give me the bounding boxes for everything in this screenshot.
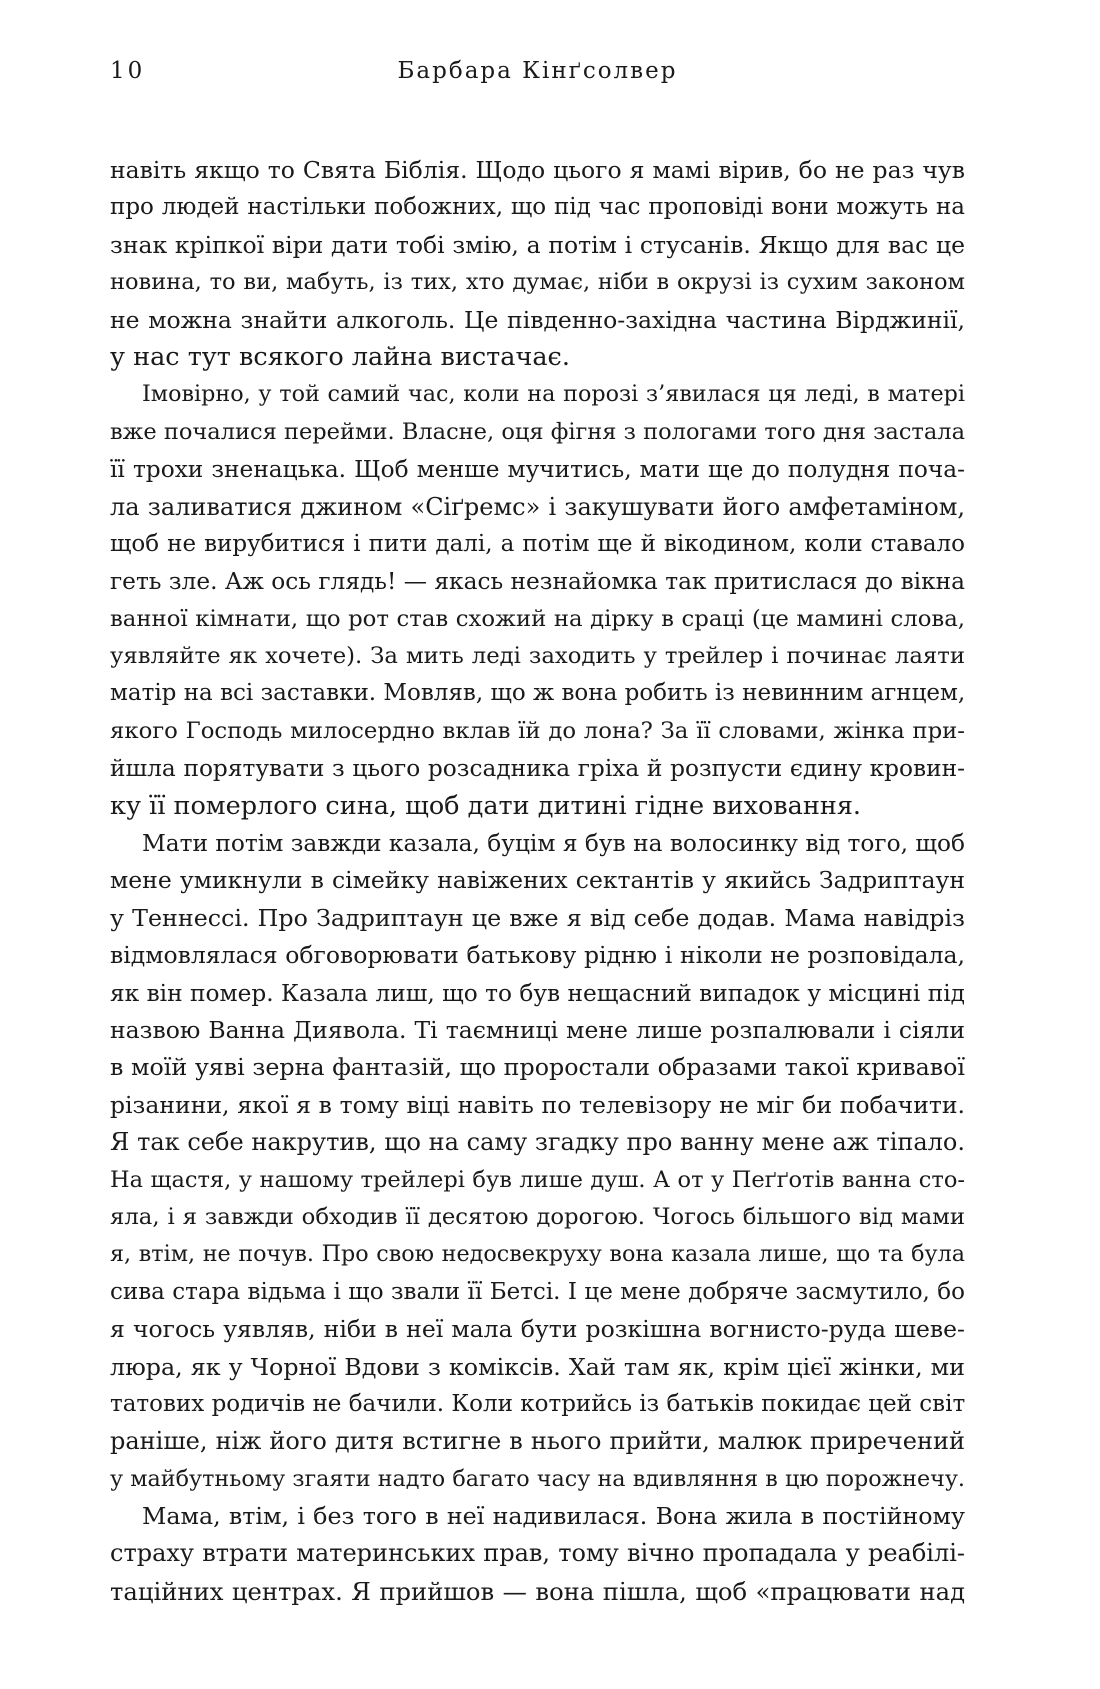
text-line: у майбутньому згаяти надто багато часу на вдивляння в цю порожнечу. (110, 1465, 965, 1492)
text-line: мене умикнули в сімейку навіжених сектантів у якийсь Задриптаун (110, 866, 965, 895)
text-line: люра, як у Чорної Вдови з коміксів. Хай там як, крім цієї жінки, ми (110, 1352, 965, 1381)
text-line: новина, то ви, мабуть, із тих, хто думає, ніби в окрузі із сухим законом (110, 269, 965, 296)
text-line: Мати потім завжди казала, буцім я був на волосинку від того, щоб (142, 830, 965, 858)
book-page (110, 0, 965, 1689)
text-line: яла, і я завжди обходив її десятою дорогою. Чогось більшого від мами (110, 1203, 965, 1230)
text-line: Я так себе накрутив, що на саму згадку про ванну мене аж тіпало. (110, 1128, 965, 1157)
text-line: про людей настільки побожних, що під час проповіді вони можуть на (110, 194, 965, 221)
text-line: татових родичів не бачили. Коли котрийсь із батьків покидає цей світ (110, 1390, 966, 1417)
book-author: Барбара Кінґсолвер (397, 58, 678, 84)
body-text (110, 152, 965, 1610)
text-line: щоб не вирубитися і пити далі, а потім ще й вікодином, коли ставало (110, 530, 965, 557)
text-line: уявляйте як хочете). За мить леді заходить у трейлер і починає лаяти (110, 643, 965, 670)
text-line: На щастя, у нашому трейлері був лише душ. А от у Пеґґотів ванна сто- (110, 1166, 965, 1193)
text-line: геть зле. Аж ось глядь! — якась незнайомка так притислася до вікна (110, 568, 965, 596)
text-line: сива стара відьма і що звали її Бетсі. І це мене добряче засмутило, бо (110, 1278, 965, 1305)
text-line: страху втрати материнських прав, тому вічно пропадала у реабілі- (110, 1539, 965, 1568)
text-line: навіть якщо то Свята Біблія. Щодо цього я мамі вірив, бо не раз чув (110, 156, 965, 184)
text-line: у нас тут всякого лайна вистачає. (110, 341, 570, 372)
text-line: я чогось уявляв, ніби в неї мала бути розкішна вогнисто-руда шеве- (110, 1315, 965, 1344)
text-line: ку її померлого сина, щоб дати дитині гідне виховання. (110, 790, 862, 821)
text-line: таційних центрах. Я прийшов — вона пішла, щоб «працювати над (110, 1576, 965, 1606)
text-line: Мама, втім, і без того в неї надивилася. Вона жила в постійному (142, 1502, 965, 1531)
text-line: вже почалися перейми. Власне, оця фігня з пологами того дня застала (110, 418, 965, 445)
text-line: її трохи зненацька. Щоб менше мучитись, мати ще до полудня поча- (110, 456, 965, 484)
text-line: ванної кімнати, що рот став схожий на дірку в сраці (це мамині слова, (110, 605, 965, 632)
text-line: йшла порятувати з цього розсадника гріха й розпусти єдину кровин- (110, 755, 965, 783)
text-line: різанини, якої я в тому віці навіть по телевізору не міг би побачити. (110, 1090, 965, 1119)
text-line: відмовлялася обговорювати батькову рідню і ніколи не розповідала, (110, 941, 965, 970)
text-line: якого Господь милосердно вклав їй до лона? За її словами, жінка при- (110, 717, 965, 744)
text-line: назвою Ванна Диявола. Ті таємниці мене лише розпалювали і сіяли (110, 1015, 965, 1044)
text-line: раніше, ніж його дитя встигне в нього прийти, малюк приречений (110, 1427, 965, 1456)
text-line: матір на всі заставки. Мовляв, що ж вона робить із невинним агнцем, (110, 680, 966, 707)
text-line: не можна знайти алкоголь. Це південно-західна частина Вірджинії, (110, 305, 965, 334)
text-line: я, втім, не почув. Про свою недосвекруху вона казала лише, що та була (110, 1241, 965, 1268)
text-line: як він помер. Казала лиш, що то був нещасний випадок у місцині під (110, 979, 965, 1007)
page-number: 10 (110, 58, 146, 84)
text-line: знак кріпкої віри дати тобі змію, а потім і стусанів. Якщо для вас це (110, 230, 965, 259)
text-line: ла заливатися джином «Сіґремс» і закушувати його амфетаміном, (110, 492, 965, 521)
text-line: у Теннессі. Про Задриптаун це вже я від себе додав. Мама навідріз (110, 903, 965, 932)
running-head (110, 58, 965, 98)
text-line: Імовірно, у той самий час, коли на порозі з’явилася ця леді, в матері (142, 381, 965, 408)
text-line: в моїй уяві зерна фантазій, що проростали образами такої кривавої (110, 1053, 965, 1082)
